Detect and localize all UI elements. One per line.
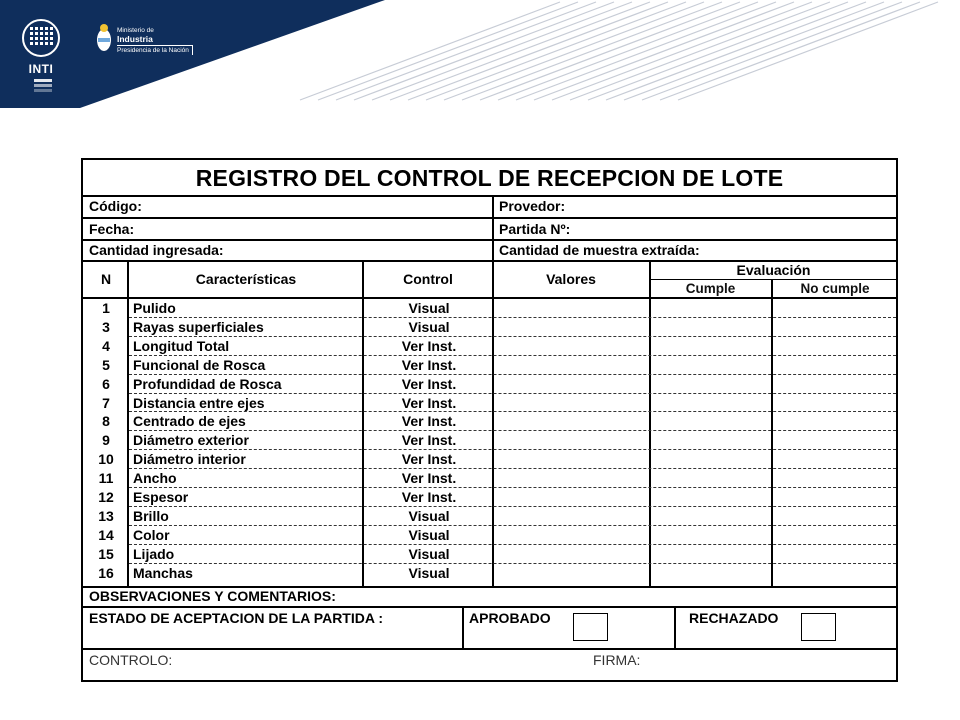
row-control: Ver Inst. <box>401 489 457 505</box>
rechazado-checkbox[interactable] <box>801 613 836 641</box>
row-caracteristica: Pulido <box>133 300 176 316</box>
table-row <box>83 450 896 469</box>
table-row <box>83 431 896 450</box>
row-caracteristica: Diámetro interior <box>133 451 246 468</box>
ministry-line1: Ministerio de <box>117 27 154 34</box>
estado-label: ESTADO DE ACEPTACION DE LA PARTIDA : <box>89 610 383 626</box>
table-row <box>83 318 896 337</box>
table-row <box>83 299 896 318</box>
inti-label: INTI <box>28 62 54 76</box>
partida-label: Partida Nº: <box>499 221 571 237</box>
fecha-label: Fecha: <box>89 221 135 237</box>
firma-label: FIRMA: <box>593 652 641 668</box>
row-number: 7 <box>102 394 110 411</box>
row-caracteristica: Diámetro exterior <box>133 432 249 449</box>
row-number: 1 <box>102 300 110 316</box>
row-control: Ver Inst. <box>401 432 457 449</box>
table-row <box>83 375 896 394</box>
cantidad-muestra-label: Cantidad de muestra extraída: <box>499 242 700 258</box>
table-row <box>83 469 896 488</box>
ministry-line2: Industria <box>117 33 153 44</box>
row-number: 14 <box>98 526 114 543</box>
table-row <box>83 564 896 583</box>
row-control: Ver Inst. <box>401 413 457 430</box>
col-valores-header: Valores <box>546 271 596 287</box>
row-control: Visual <box>408 507 450 524</box>
row-number: 3 <box>102 318 110 335</box>
row-number: 5 <box>102 356 110 373</box>
row-caracteristica: Ancho <box>133 470 177 487</box>
row-number: 12 <box>98 489 114 505</box>
codigo-label: Código: <box>89 198 142 214</box>
row-control: Ver Inst. <box>401 451 457 468</box>
row-caracteristica: Lijado <box>133 545 175 562</box>
controlo-label: CONTROLO: <box>89 652 173 668</box>
diagonal-stripes <box>300 2 938 100</box>
reception-form <box>81 158 898 682</box>
form-title: REGISTRO DEL CONTROL DE RECEPCION DE LOTE <box>195 165 784 191</box>
table-row <box>83 337 896 356</box>
row-control: Ver Inst. <box>401 375 457 392</box>
row-caracteristica: Centrado de ejes <box>133 413 246 430</box>
row-control: Visual <box>408 564 450 581</box>
row-caracteristica: Brillo <box>133 507 169 524</box>
observaciones-label: OBSERVACIONES Y COMENTARIOS: <box>89 588 336 604</box>
row-number: 4 <box>102 337 110 354</box>
col-control-header: Control <box>403 271 453 287</box>
row-caracteristica: Rayas superficiales <box>133 318 264 335</box>
header-banner <box>0 0 960 108</box>
col-cumple-header: Cumple <box>685 281 736 296</box>
row-caracteristica: Espesor <box>133 489 189 505</box>
col-n-header: N <box>100 271 112 287</box>
row-caracteristica: Manchas <box>133 564 193 581</box>
row-control: Visual <box>408 526 450 543</box>
row-number: 9 <box>102 432 110 449</box>
col-evaluacion-header: Evaluación <box>736 262 811 278</box>
row-number: 16 <box>98 564 114 581</box>
aprobado-checkbox[interactable] <box>573 613 608 641</box>
table-row <box>83 488 896 507</box>
row-caracteristica: Funcional de Rosca <box>133 356 266 373</box>
row-number: 13 <box>98 507 114 524</box>
row-caracteristica: Longitud Total <box>133 337 230 354</box>
rechazado-label: RECHAZADO <box>689 610 779 626</box>
row-caracteristica: Profundidad de Rosca <box>133 375 282 392</box>
row-control: Visual <box>408 300 450 316</box>
aprobado-label: APROBADO <box>469 610 551 626</box>
table-row <box>83 526 896 545</box>
row-control: Ver Inst. <box>401 337 457 354</box>
table-row <box>83 507 896 526</box>
table-row <box>83 356 896 375</box>
col-no-cumple-header: No cumple <box>800 281 870 296</box>
proveedor-label: Provedor: <box>499 198 566 214</box>
ministry-line3: Presidencia de la Nación <box>117 45 193 56</box>
row-number: 15 <box>98 545 114 562</box>
row-control: Ver Inst. <box>401 356 457 373</box>
table-row <box>83 545 896 564</box>
row-control: Visual <box>408 318 450 335</box>
row-caracteristica: Color <box>133 526 170 543</box>
row-control: Visual <box>408 545 450 562</box>
row-number: 8 <box>102 413 110 430</box>
row-caracteristica: Distancia entre ejes <box>133 394 265 411</box>
row-control: Ver Inst. <box>401 470 457 487</box>
row-number: 10 <box>98 451 114 468</box>
row-number: 11 <box>98 470 114 487</box>
ministry-label <box>117 27 193 55</box>
table-row <box>83 394 896 413</box>
cantidad-ingresada-label: Cantidad ingresada: <box>89 242 224 258</box>
col-caracteristicas-header: Características <box>195 271 297 287</box>
row-number: 6 <box>102 375 110 392</box>
table-row <box>83 412 896 431</box>
row-control: Ver Inst. <box>401 394 457 411</box>
